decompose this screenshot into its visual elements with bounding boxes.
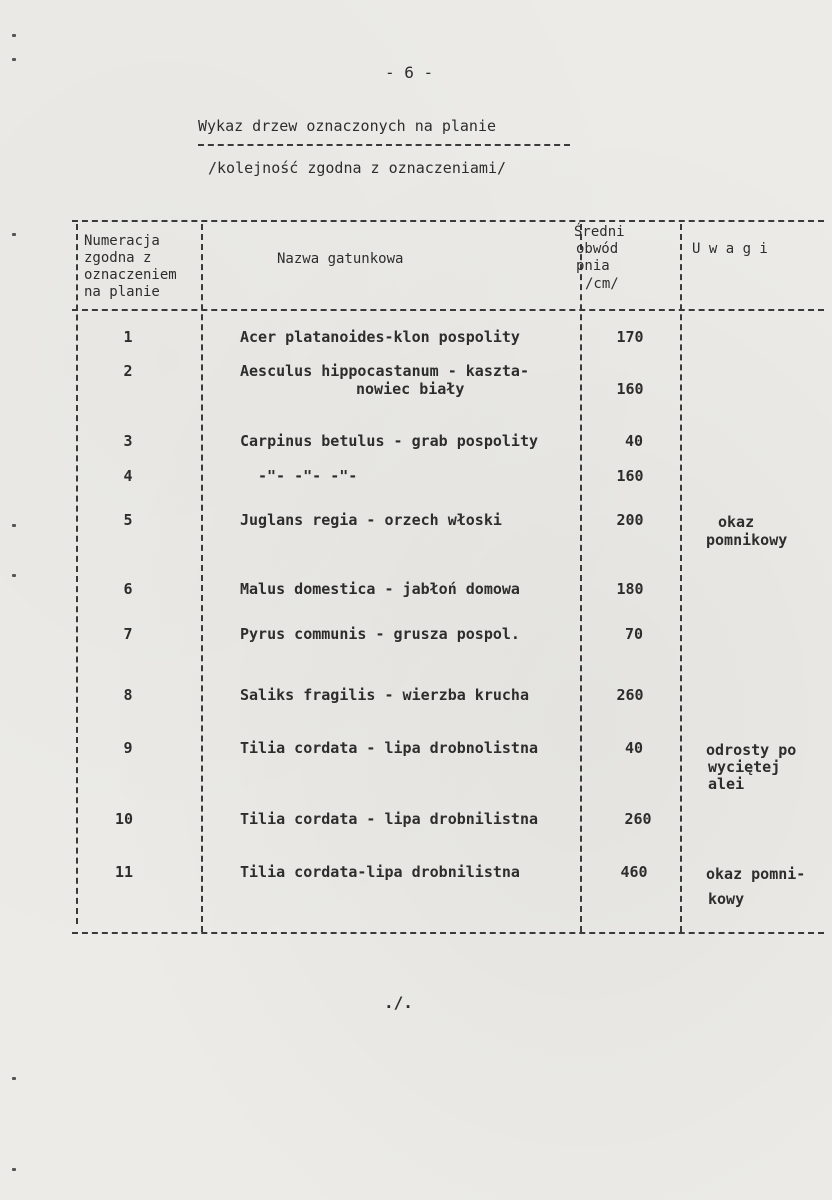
margin-mark [12,1077,16,1080]
note: alei [708,775,745,793]
species-name: Juglans regia - orzech włoski [240,511,502,529]
trunk-circumference: 40 [624,432,644,450]
row-number: 11 [114,863,134,881]
row-number: 3 [123,432,133,450]
row-number: 6 [123,580,133,598]
species-name: Saliks fragilis - wierzba krucha [240,686,529,704]
species-name: Tilia cordata-lipa drobnilistna [240,863,520,881]
row-number: 1 [123,328,133,346]
column-divider [76,224,78,924]
row-number: 4 [123,467,133,485]
trunk-circumference: 160 [616,467,644,485]
trunk-circumference: 260 [616,686,644,704]
row-number: 2 [123,362,133,380]
header-line: zgodna z [84,250,152,266]
header-line: Numeracja [84,233,160,249]
column-divider [680,224,682,932]
species-name: Tilia cordata - lipa drobnolistna [240,739,539,757]
species-name: nowiec biały [356,380,465,398]
header-species-name: Nazwa gatunkowa [277,251,404,267]
header-line: na planie [84,284,160,300]
table-top-border [72,220,824,222]
header-line: pnia [576,258,610,274]
note: kowy [708,890,745,908]
note: wyciętej [708,758,781,776]
row-number: 7 [123,625,133,643]
margin-mark [12,1168,16,1171]
species-name: -"- -"- -"- [258,467,358,485]
header-line: oznaczeniem [84,267,177,283]
row-number: 10 [114,810,134,828]
document-title: Wykaz drzew oznaczonych na planie [198,117,497,135]
species-name: Aesculus hippocastanum - kaszta- [240,362,529,380]
page-number: - 6 - [385,63,434,82]
margin-mark [12,34,16,37]
trunk-circumference: 160 [616,380,644,398]
trunk-circumference: 180 [616,580,644,598]
row-number: 8 [123,686,133,704]
trunk-circumference: 70 [624,625,644,643]
row-number: 5 [123,511,133,529]
trunk-circumference: 170 [616,328,644,346]
margin-mark [12,58,16,61]
column-divider [580,224,582,932]
margin-mark [12,233,16,236]
species-name: Tilia cordata - lipa drobnilistna [240,810,539,828]
trunk-circumference: 460 [620,863,648,881]
header-line: /cm/ [585,276,619,292]
trunk-circumference: 260 [624,810,652,828]
document-subtitle: /kolejność zgodna z oznaczeniami/ [208,159,507,177]
header-line: obwód [576,241,619,257]
margin-mark [12,524,16,527]
note: odrosty po [706,741,797,759]
table-bottom-border [72,932,824,934]
row-number: 9 [123,739,133,757]
species-name: Malus domestica - jabłoń domowa [240,580,520,598]
species-name: Pyrus communis - grusza pospol. [240,625,520,643]
trunk-circumference: 40 [624,739,644,757]
note: okaz [718,513,755,531]
header-line: Średni [574,224,625,240]
species-name: Carpinus betulus - grab pospolity [240,432,539,450]
header-notes: U w a g i [692,241,768,257]
note: okaz pomni- [706,865,806,883]
title-underline [198,144,570,146]
continuation-mark: ./. [384,993,413,1012]
note: pomnikowy [706,531,788,549]
species-name: Acer platanoides-klon pospolity [240,328,520,346]
trunk-circumference: 200 [616,511,644,529]
column-divider [201,224,203,932]
header-separator [72,309,824,311]
margin-mark [12,574,16,577]
